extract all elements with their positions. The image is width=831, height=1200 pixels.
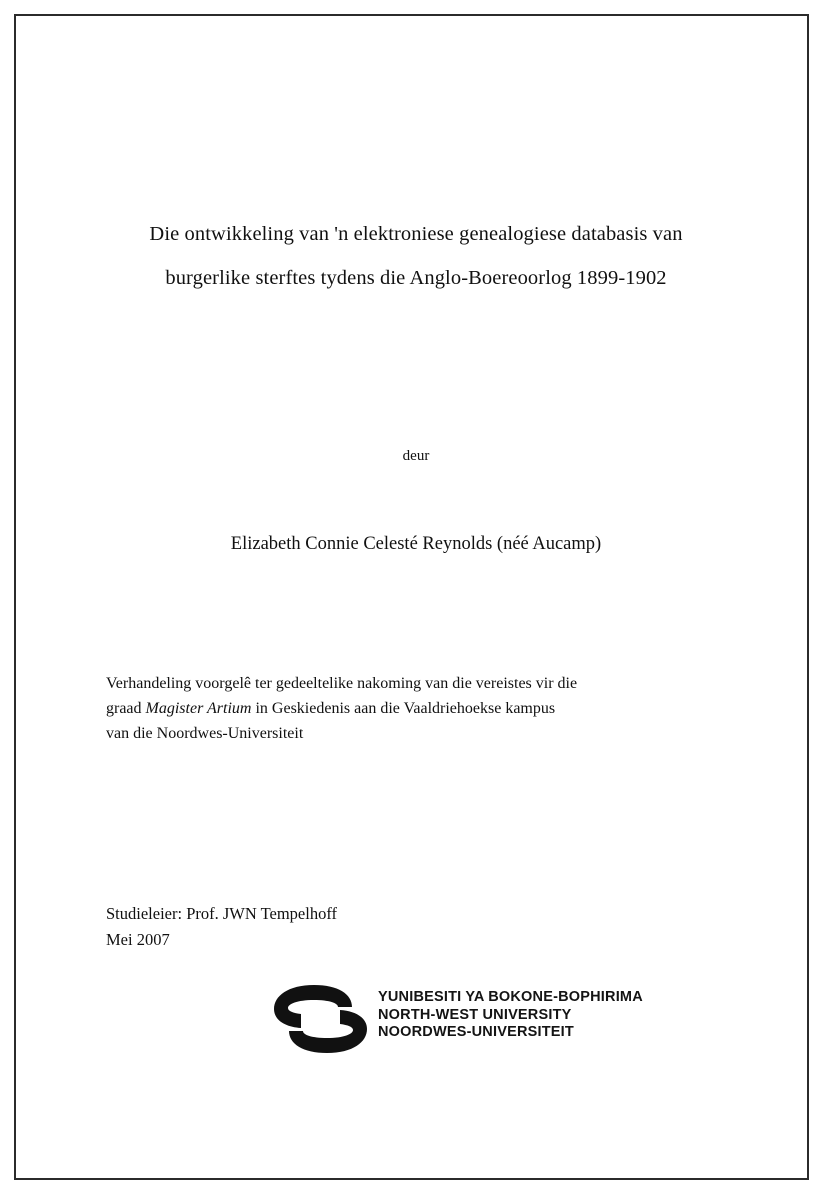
title-line-1: Die ontwikkeling van 'n elektroniese genealogiese databasis van xyxy=(149,223,683,245)
logo-text-line-2: NORTH-WEST UNIVERSITY xyxy=(378,1006,572,1023)
author-label: deur xyxy=(402,448,430,464)
document-page xyxy=(14,14,809,1180)
statement-line-2 xyxy=(106,696,726,721)
degree-statement xyxy=(106,671,726,746)
supervisor-line: Studieleier: Prof. JWN Tempelhoff xyxy=(106,904,338,923)
statement-line-3: van die Noordwes-Universiteit xyxy=(106,725,304,742)
north-west-university-logo-icon xyxy=(268,983,373,1055)
logo-text-line-3: NOORDWES-UNIVERSITEIT xyxy=(378,1024,574,1040)
date-line: Mei 2007 xyxy=(106,930,170,949)
logo-text-line-1: YUNIBESITI YA BOKONE-BOPHIRIMA xyxy=(378,989,643,1005)
university-logo-text xyxy=(378,989,643,1042)
statement-line-2-post: in Geskiedenis aan die Vaaldriehoekse kampus xyxy=(251,700,556,717)
author-name: Elizabeth Connie Celesté Reynolds (néé Aucamp) xyxy=(230,534,602,554)
supervisor-and-date xyxy=(106,901,726,953)
thesis-title xyxy=(106,212,726,300)
university-logo-block xyxy=(106,981,726,1061)
degree-name: Magister Artium xyxy=(145,700,252,717)
page-content xyxy=(106,16,726,1178)
statement-line-2-pre: graad xyxy=(106,700,146,717)
title-line-2: burgerlike sterftes tydens die Anglo-Boereoorlog 1899-1902 xyxy=(165,267,667,289)
statement-line-1: Verhandeling voorgelê ter gedeeltelike nakoming van die vereistes vir die xyxy=(106,675,578,692)
